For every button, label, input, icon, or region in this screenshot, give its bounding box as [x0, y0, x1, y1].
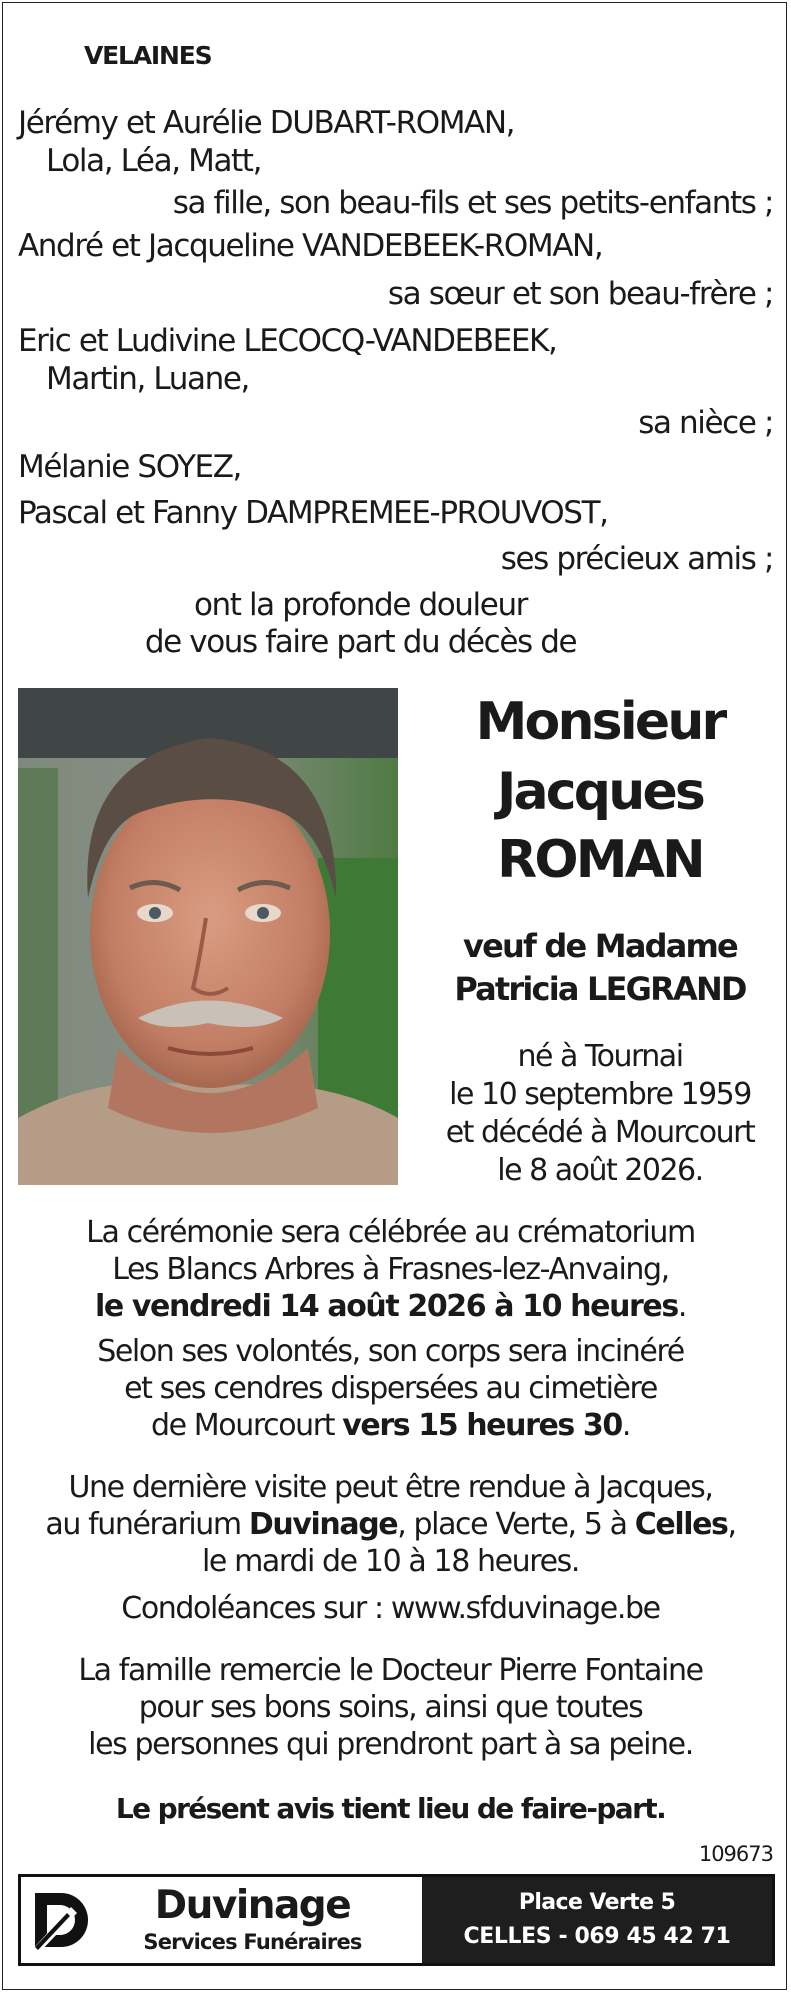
visit-line: Une dernière visite peut être rendue à Jacques, — [68, 1470, 713, 1505]
visit-location — [0, 1506, 786, 1543]
death-place: et décédé à Mourcourt — [445, 1115, 755, 1150]
deceased-title: Monsieur — [475, 692, 725, 752]
ceremony-line: La cérémonie sera célébrée au crématorium — [86, 1215, 695, 1250]
family-line: Eric et Ludivine LECOCQ-VANDEBEEK, — [18, 323, 557, 359]
condolences-link[interactable]: Condoléances sur : www.sfduvinage.be — [121, 1591, 660, 1626]
deceased-last-name: ROMAN — [497, 830, 703, 890]
spouse-line: Patricia LEGRAND — [454, 970, 746, 1008]
deceased-first-name: Jacques — [496, 762, 704, 822]
family-line: Jérémy et Aurélie DUBART-ROMAN, — [18, 105, 515, 141]
ceremony-date — [0, 1288, 786, 1325]
visit-location-pre: au funérarium — [45, 1507, 249, 1542]
visit-location-mid: , place Verte, 5 à — [397, 1507, 635, 1542]
portrait-photo — [18, 688, 398, 1185]
family-line: Lola, Léa, Matt, — [46, 143, 262, 179]
spouse-line: veuf de Madame — [463, 927, 737, 965]
family-relation: sa sœur et son beau-frère ; — [387, 276, 773, 312]
family-relation: sa nièce ; — [638, 405, 773, 441]
visit-location-end: , — [727, 1507, 736, 1542]
family-line: Mélanie SOYEZ, — [18, 449, 242, 485]
birth-date: le 10 septembre 1959 — [449, 1077, 751, 1112]
funeral-home-brand — [21, 1877, 422, 1963]
funeral-home-banner — [18, 1874, 775, 1966]
cremation-time-end: . — [621, 1408, 631, 1443]
thanks-line: La famille remercie le Docteur Pierre Fontaine — [78, 1653, 703, 1688]
notice-text: Le présent avis tient lieu de faire-part. — [115, 1792, 666, 1825]
visit-town: Celles — [634, 1507, 728, 1542]
reference-number: 109673 — [698, 1842, 773, 1866]
cremation-line: Selon ses volontés, son corps sera incinéré — [97, 1334, 684, 1369]
brand-tagline: Services Funéraires — [143, 1930, 362, 1954]
announcement-line: de vous faire part du décès de — [144, 624, 577, 660]
ceremony-line: Les Blancs Arbres à Frasnes-lez-Anvaing, — [112, 1252, 669, 1287]
family-line: Pascal et Fanny DAMPREMEE-PROUVOST, — [18, 495, 608, 531]
funeral-home-name: Duvinage — [248, 1507, 398, 1542]
duvinage-logo-icon — [27, 1885, 97, 1955]
contact-address: Place Verte 5 — [518, 1890, 676, 1915]
cremation-time-pre: de Mourcourt — [150, 1408, 343, 1443]
announcement-line: ont la profonde douleur — [193, 587, 528, 623]
family-line: Martin, Luane, — [46, 361, 249, 397]
visit-hours: le mardi de 10 à 18 heures. — [201, 1544, 579, 1579]
family-line: André et Jacqueline VANDEBEEK-ROMAN, — [18, 228, 603, 264]
death-date: le 8 août 2026. — [497, 1153, 703, 1188]
family-relation: sa fille, son beau-fils et ses petits-enfants ; — [172, 185, 773, 221]
ceremony-date-bold: le vendredi 14 août 2026 à 10 heures — [95, 1289, 678, 1324]
cremation-time-bold: vers 15 heures 30 — [342, 1408, 622, 1443]
birth-place: né à Tournai — [517, 1039, 683, 1074]
contact-phone[interactable]: CELLES - 069 45 42 71 — [463, 1924, 731, 1949]
family-relation: ses précieux amis ; — [500, 541, 773, 577]
cremation-line: et ses cendres dispersées au cimetière — [124, 1371, 657, 1406]
ceremony-date-end: . — [677, 1289, 686, 1324]
cremation-time — [0, 1407, 786, 1444]
contact-box — [422, 1877, 772, 1963]
brand-name: Duvinage — [154, 1883, 351, 1928]
portrait-photo-image — [18, 688, 398, 1185]
thanks-line: les personnes qui prendront part à sa peine. — [88, 1727, 693, 1762]
thanks-line: pour ses bons soins, ainsi que toutes — [138, 1690, 643, 1725]
town-heading: VELAINES — [84, 41, 212, 70]
